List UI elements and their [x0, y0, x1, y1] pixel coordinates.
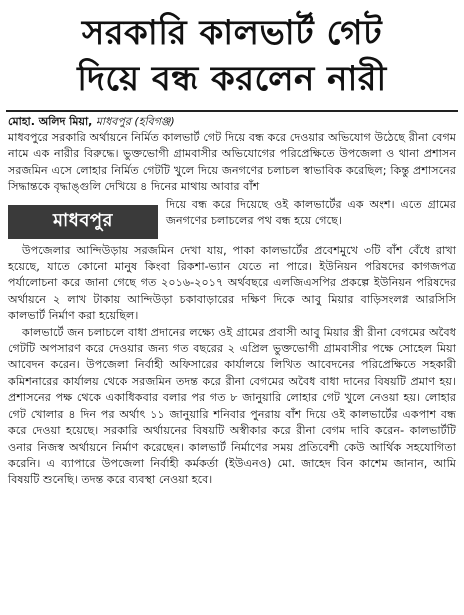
- headline-line-2: দিয়ে বন্ধ করলেন নারী: [77, 59, 387, 99]
- location-label-box: মাধবপুর: [8, 205, 158, 239]
- article-body: [0, 130, 464, 489]
- paragraph-3: কালভার্টে জন চলাচলে বাধা প্রদানের লক্ষ্যে ওই গ্রামের প্রবাসী আবু মিয়ার স্ত্রী রীনা বেগমের অবৈধ গেটটি অপসারণ করে দেওয়ার জন্য গত বছরের ২ এপ্রিল ভুক্তভোগী গ্রামবাসীর পক্ষে সোহেল মিয়া আবেদন করেন। উপজেলা নির্বাহী অফিসারের কার্যালয়ে লিখিত আবেদনের পরিপ্রেক্ষিতে সহকারী কমিশনারের কার্যালয় থেকে সরজমিন তদন্ত করে রীনা বেগমের অবৈধ বাধা দানের বিষয়টি প্রমাণ হয়। প্রশাসনের পক্ষ থেকে একাধিকবার বলার পর গত ৮ জানুয়ারি লোহার গেট খুলে নেওয়া হয়। লোহার গেট খোলার ৪ দিন পর অর্থাৎ ১১ জানুয়ারি শনিবার পুনরায় বাঁশ দিয়ে ওই কালভার্টের একপাশ বন্ধ করে দেওয়া হয়েছে। সরকারি অর্থায়নের বিষয়টি অস্বীকার করে রীনা বেগম দাবি করেন- কালভার্টটি ওনার নিজস্ব অর্থায়নে নির্মাণ করেছেন। কালভার্ট নির্মাণের সময় প্রতিবেশী কেউ আর্থিক সহযোগিতা করেনি। এ ব্যাপারে উপজেলা নির্বাহী কর্মকর্তা (ইউএনও) মো. জাহেদ বিন কাশেম জানান, আমি বিষয়টি শুনেছি। তদন্ত করে ব্যবস্থা নেওয়া হবে।: [8, 325, 456, 487]
- byline: [0, 112, 464, 130]
- headline-line-1: সরকারি কালভার্ট গেট: [81, 13, 383, 53]
- location-inset: [8, 197, 456, 243]
- byline-place: মাধবপুর (হবিগঞ্জ): [95, 115, 175, 128]
- paragraph-intro: মাধবপুরে সরকারি অর্থায়নে নির্মিত কালভার্ট গেট দিয়ে বন্ধ করে দেওয়ার অভিযোগ উঠেছে রীনা বেগম নামে এক নারীর বিরুদ্ধে। ভুক্তভোগী গ্রামবাসীর অভিযোগের পরিপ্রেক্ষিতে উপজেলা ও থানা প্রশাসন সরজমিন এসে লোহার নির্মিত গেটটি খুলে দিয়ে জনগণের চলাচল স্বাভাবিক করেছিল; কিন্তু প্রশাসনের সিদ্ধান্তকে বৃদ্ধাঙ্গুলি দেখিয়ে ৪ দিনের মাথায় আবার বাঁশ: [8, 131, 456, 194]
- headline: [0, 2, 464, 106]
- byline-author: মোহা. অলিদ মিয়া,: [8, 115, 93, 128]
- paragraph-2: উপজেলার আন্দিউড়ায় সরজমিন দেখা যায়, পাকা কালভার্টের প্রবেশমুখে ৩টি বাঁশ বেঁধে রাখা হয়েছে, যাতে কোনো মানুষ কিংবা রিকশা-ভ্যান যেতে না পারে। ইউনিয়ন পরিষদের কাগজপত্র পর্যালোচনা করে জানা গেছে গত ২০১৬-২০১৭ অর্থবছরে এলজিএসপির প্রকল্পে ইউনিয়ন পরিষদের অর্থায়নে ২ লাখ টাকায় আন্দিউড়া চকাবাড়ারের দক্ষিণ দিকে আবু মিয়ার বাড়িসংলগ্ন আরসিসি কালভার্ট নির্মাণ করা হয়েছিল।: [8, 243, 456, 323]
- paragraph-inset-text: দিয়ে বন্ধ করে দিয়েছে ওই কালভার্টের এক অংশ। এতে গ্রামের জনগণের চলাচলের পথ বন্ধ হয়ে গেছে।: [166, 197, 456, 228]
